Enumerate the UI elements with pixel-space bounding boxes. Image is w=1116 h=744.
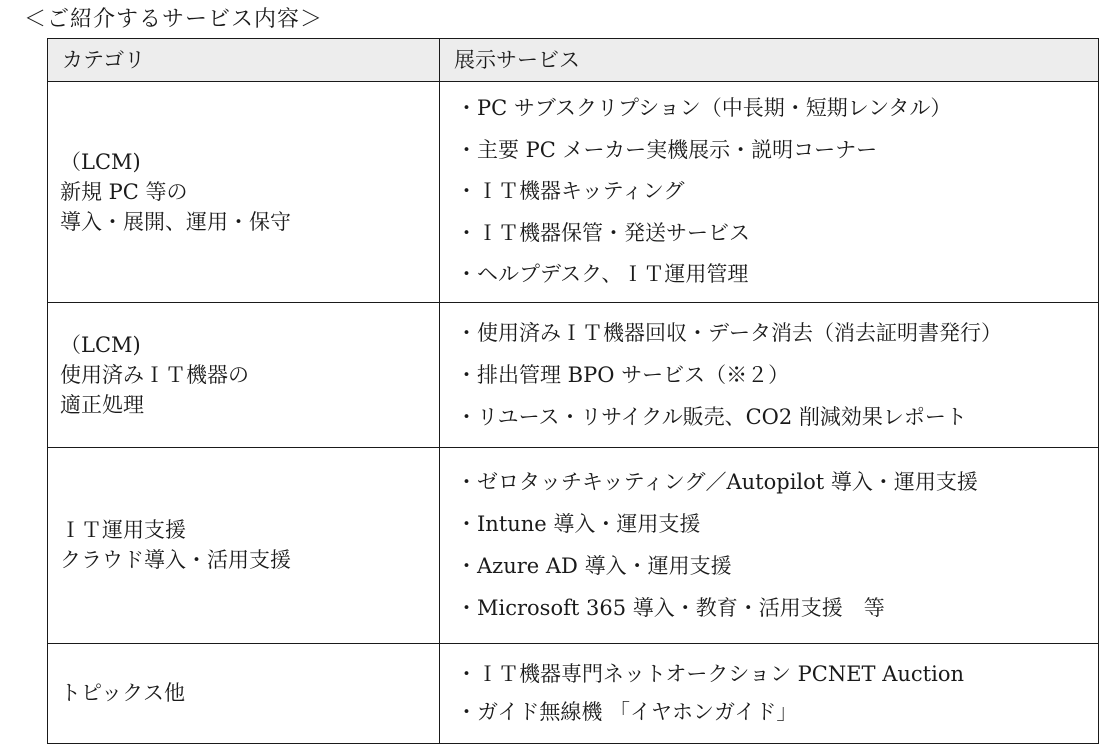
service-item: ・Azure AD 導入・運用支援 — [456, 554, 732, 578]
category-cell — [48, 447, 440, 643]
category-line: トピックス他 — [60, 681, 185, 705]
service-item: ・ヘルプデスク、ＩＴ運用管理 — [456, 262, 749, 286]
service-cell — [440, 302, 1099, 447]
table-row — [48, 643, 1099, 743]
table-row — [48, 447, 1099, 643]
table-row — [48, 302, 1099, 447]
category-line: 導入・展開、運用・保守 — [60, 209, 291, 234]
services-table — [47, 38, 1099, 744]
service-item: ・Intune 導入・運用支援 — [456, 512, 701, 536]
category-cell — [48, 82, 440, 303]
header-category: カテゴリ — [48, 39, 440, 82]
service-item: ・使用済みＩＴ機器回収・データ消去（消去証明書発行） — [456, 320, 1002, 345]
category-line: 適正処理 — [60, 392, 144, 417]
category-cell — [48, 643, 440, 743]
table-row — [48, 82, 1099, 303]
category-line: クラウド導入・活用支援 — [60, 548, 291, 572]
category-line: 新規 PC 等の — [60, 179, 188, 204]
service-item: ・ＩＴ機器キッティング — [456, 179, 685, 203]
category-line: 使用済みＩＴ機器の — [60, 362, 249, 387]
service-cell — [440, 447, 1099, 643]
service-item: ・Microsoft 365 導入・教育・活用支援 等 — [456, 596, 885, 620]
service-item: ・リユース・リサイクル販売、CO2 削減効果レポート — [456, 404, 967, 429]
table-header-row — [48, 39, 1099, 82]
service-item: ・ゼロタッチキッティング／Autopilot 導入・運用支援 — [456, 470, 978, 494]
category-line: （LCM) — [60, 332, 141, 357]
category-line: （LCM) — [60, 149, 141, 174]
service-item: ・排出管理 BPO サービス（※２） — [456, 362, 790, 387]
category-line: ＩＴ運用支援 — [60, 518, 186, 542]
service-item: ・PC サブスクリプション（中長期・短期レンタル） — [456, 96, 952, 120]
service-cell — [440, 82, 1099, 303]
service-item: ・ＩＴ機器保管・発送サービス — [456, 220, 750, 245]
service-item: ・ＩＴ機器専門ネットオークション PCNET Auction — [456, 662, 964, 686]
header-service: 展示サービス — [440, 39, 1099, 82]
service-item: ・ガイド無線機 「イヤホンガイド」 — [456, 700, 798, 724]
service-item: ・主要 PC メーカー実機展示・説明コーナー — [456, 137, 878, 162]
category-cell — [48, 302, 440, 447]
service-cell — [440, 643, 1099, 743]
page-caption: ＜ご紹介するサービス内容＞ — [24, 7, 324, 32]
